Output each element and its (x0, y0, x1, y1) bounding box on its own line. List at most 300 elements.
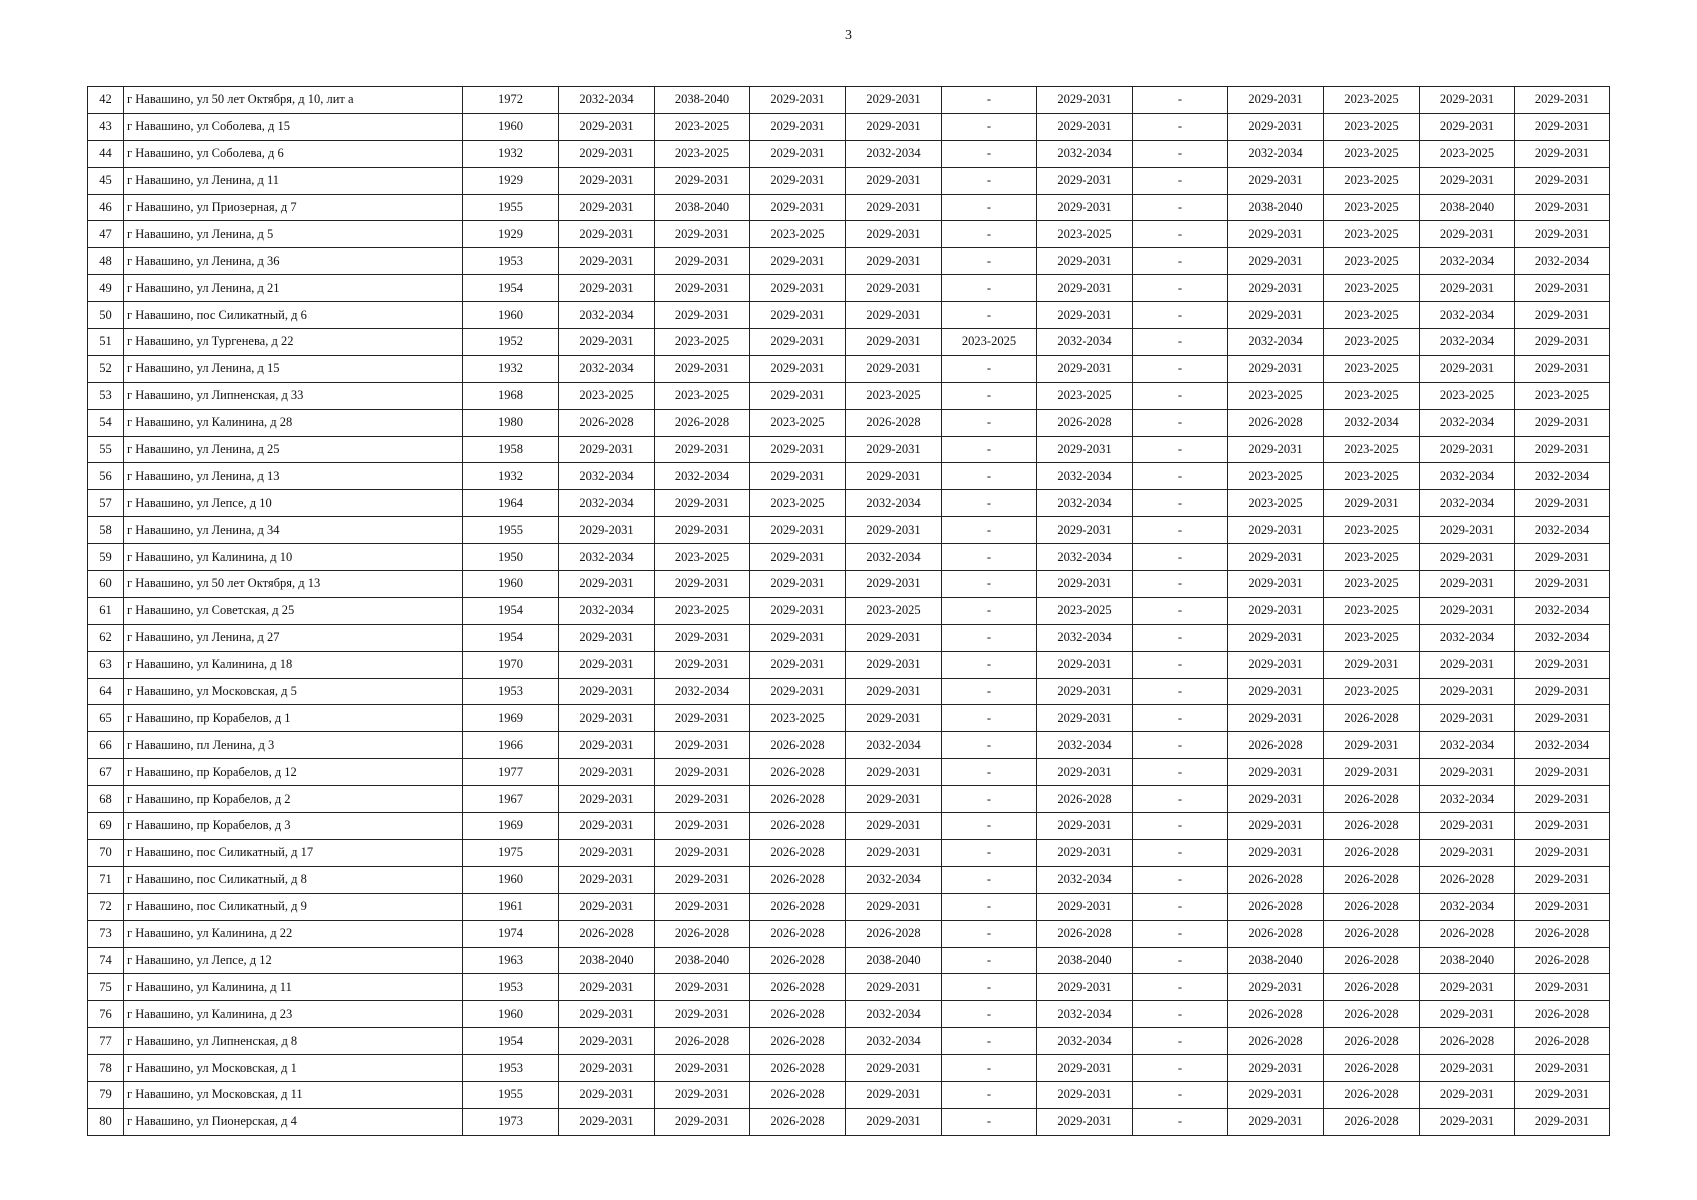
period-cell: 2029-2031 (655, 974, 750, 1001)
year-cell: 1953 (463, 974, 559, 1001)
period-cell: 2026-2028 (1324, 813, 1420, 840)
period-cell: 2023-2025 (1324, 194, 1420, 221)
period-cell: 2029-2031 (1037, 87, 1133, 114)
period-cell: - (942, 1028, 1037, 1055)
period-cell: - (1133, 275, 1228, 302)
period-cell: 2029-2031 (1420, 436, 1515, 463)
period-cell: 2029-2031 (559, 866, 655, 893)
table-row (88, 705, 1610, 732)
row-number-cell: 61 (88, 597, 124, 624)
period-cell: 2029-2031 (1037, 275, 1133, 302)
period-cell: 2029-2031 (1420, 974, 1515, 1001)
period-cell: 2029-2031 (750, 463, 846, 490)
period-cell: 2029-2031 (655, 651, 750, 678)
period-cell: 2032-2034 (1037, 463, 1133, 490)
period-cell: - (1133, 490, 1228, 517)
period-cell: - (1133, 651, 1228, 678)
period-cell: 2023-2025 (1324, 167, 1420, 194)
period-cell: 2032-2034 (1515, 248, 1610, 275)
period-cell: 2029-2031 (1515, 1108, 1610, 1135)
row-number-cell: 53 (88, 382, 124, 409)
row-number-cell: 49 (88, 275, 124, 302)
table-row (88, 866, 1610, 893)
year-cell: 1953 (463, 248, 559, 275)
period-cell: 2032-2034 (1037, 732, 1133, 759)
period-cell: 2032-2034 (1420, 329, 1515, 356)
period-cell: 2029-2031 (1228, 678, 1324, 705)
period-cell: 2026-2028 (559, 409, 655, 436)
period-cell: - (942, 87, 1037, 114)
period-cell: - (942, 759, 1037, 786)
period-cell: 2029-2031 (846, 651, 942, 678)
row-number-cell: 74 (88, 947, 124, 974)
year-cell: 1932 (463, 463, 559, 490)
period-cell: 2029-2031 (559, 839, 655, 866)
period-cell: 2029-2031 (1420, 113, 1515, 140)
address-cell: г Навашино, ул Московская, д 1 (124, 1055, 463, 1082)
period-cell: 2029-2031 (559, 974, 655, 1001)
year-cell: 1960 (463, 1001, 559, 1028)
period-cell: 2029-2031 (1228, 571, 1324, 598)
table-row (88, 839, 1610, 866)
address-cell: г Навашино, ул Липненская, д 8 (124, 1028, 463, 1055)
period-cell: 2029-2031 (846, 355, 942, 382)
period-cell: 2023-2025 (559, 382, 655, 409)
period-cell: 2029-2031 (1228, 355, 1324, 382)
year-cell: 1974 (463, 920, 559, 947)
period-cell: 2029-2031 (1515, 651, 1610, 678)
period-cell: - (942, 893, 1037, 920)
period-cell: - (1133, 329, 1228, 356)
row-number-cell: 50 (88, 302, 124, 329)
period-cell: 2038-2040 (1228, 947, 1324, 974)
period-cell: - (1133, 678, 1228, 705)
period-cell: 2029-2031 (1420, 571, 1515, 598)
period-cell: 2023-2025 (1037, 221, 1133, 248)
period-cell: - (942, 920, 1037, 947)
period-cell: 2029-2031 (1515, 355, 1610, 382)
address-cell: г Навашино, пр Корабелов, д 2 (124, 786, 463, 813)
period-cell: - (1133, 947, 1228, 974)
period-cell: 2023-2025 (1324, 597, 1420, 624)
period-cell: 2026-2028 (559, 920, 655, 947)
period-cell: 2029-2031 (846, 893, 942, 920)
period-cell: 2032-2034 (1420, 624, 1515, 651)
period-cell: - (942, 517, 1037, 544)
period-cell: 2029-2031 (559, 678, 655, 705)
period-cell: 2029-2031 (846, 1081, 942, 1108)
year-cell: 1960 (463, 113, 559, 140)
table-row (88, 194, 1610, 221)
period-cell: 2029-2031 (1420, 705, 1515, 732)
table-row (88, 1108, 1610, 1135)
period-cell: 2029-2031 (846, 463, 942, 490)
period-cell: 2026-2028 (846, 409, 942, 436)
period-cell: - (942, 1108, 1037, 1135)
period-cell: 2023-2025 (1228, 382, 1324, 409)
table-row (88, 167, 1610, 194)
period-cell: 2032-2034 (1420, 463, 1515, 490)
period-cell: 2032-2034 (559, 87, 655, 114)
period-cell: 2023-2025 (1324, 544, 1420, 571)
period-cell: 2026-2028 (1228, 866, 1324, 893)
period-cell: 2029-2031 (1324, 651, 1420, 678)
period-cell: 2029-2031 (1037, 839, 1133, 866)
table-row (88, 275, 1610, 302)
period-cell: 2029-2031 (750, 167, 846, 194)
repair-schedule-table (87, 86, 1610, 1136)
period-cell: - (1133, 1108, 1228, 1135)
period-cell: 2029-2031 (750, 436, 846, 463)
period-cell: 2026-2028 (655, 1028, 750, 1055)
table-row (88, 140, 1610, 167)
period-cell: 2026-2028 (750, 866, 846, 893)
period-cell: 2029-2031 (1515, 813, 1610, 840)
row-number-cell: 72 (88, 893, 124, 920)
period-cell: 2023-2025 (1324, 275, 1420, 302)
period-cell: 2029-2031 (846, 329, 942, 356)
period-cell: - (942, 409, 1037, 436)
period-cell: - (1133, 1001, 1228, 1028)
period-cell: 2032-2034 (559, 597, 655, 624)
period-cell: 2023-2025 (750, 705, 846, 732)
period-cell: 2029-2031 (655, 786, 750, 813)
year-cell: 1960 (463, 571, 559, 598)
year-cell: 1961 (463, 893, 559, 920)
table-row (88, 490, 1610, 517)
period-cell: 2026-2028 (1228, 1001, 1324, 1028)
period-cell: 2029-2031 (1324, 732, 1420, 759)
year-cell: 1968 (463, 382, 559, 409)
period-cell: - (942, 221, 1037, 248)
period-cell: 2029-2031 (750, 87, 846, 114)
table-row (88, 759, 1610, 786)
period-cell: 2026-2028 (750, 1055, 846, 1082)
period-cell: 2032-2034 (1515, 463, 1610, 490)
period-cell: 2029-2031 (846, 302, 942, 329)
period-cell: 2029-2031 (655, 624, 750, 651)
period-cell: - (1133, 1028, 1228, 1055)
period-cell: 2029-2031 (1515, 678, 1610, 705)
period-cell: 2029-2031 (1228, 167, 1324, 194)
row-number-cell: 64 (88, 678, 124, 705)
period-cell: 2026-2028 (1324, 866, 1420, 893)
row-number-cell: 60 (88, 571, 124, 598)
period-cell: 2026-2028 (1037, 920, 1133, 947)
period-cell: 2029-2031 (1420, 839, 1515, 866)
year-cell: 1977 (463, 759, 559, 786)
table-row (88, 786, 1610, 813)
period-cell: 2029-2031 (559, 436, 655, 463)
period-cell: 2029-2031 (1037, 1055, 1133, 1082)
year-cell: 1932 (463, 140, 559, 167)
period-cell: - (1133, 920, 1228, 947)
period-cell: 2023-2025 (1324, 624, 1420, 651)
period-cell: 2029-2031 (1228, 1081, 1324, 1108)
table-row (88, 248, 1610, 275)
period-cell: 2029-2031 (750, 624, 846, 651)
period-cell: 2026-2028 (1420, 1028, 1515, 1055)
period-cell: - (942, 571, 1037, 598)
table-row (88, 732, 1610, 759)
year-cell: 1963 (463, 947, 559, 974)
table-row (88, 302, 1610, 329)
period-cell: 2032-2034 (1037, 544, 1133, 571)
period-cell: 2023-2025 (655, 597, 750, 624)
period-cell: 2023-2025 (1324, 87, 1420, 114)
period-cell: 2032-2034 (1037, 1001, 1133, 1028)
year-cell: 1955 (463, 1081, 559, 1108)
period-cell: 2029-2031 (1515, 1055, 1610, 1082)
period-cell: 2029-2031 (846, 87, 942, 114)
period-cell: 2029-2031 (1515, 786, 1610, 813)
row-number-cell: 65 (88, 705, 124, 732)
year-cell: 1980 (463, 409, 559, 436)
period-cell: 2032-2034 (1228, 140, 1324, 167)
address-cell: г Навашино, пос Силикатный, д 9 (124, 893, 463, 920)
period-cell: 2029-2031 (559, 517, 655, 544)
row-number-cell: 42 (88, 87, 124, 114)
period-cell: - (942, 355, 1037, 382)
table-row (88, 947, 1610, 974)
period-cell: 2026-2028 (655, 920, 750, 947)
year-cell: 1932 (463, 355, 559, 382)
period-cell: 2029-2031 (846, 248, 942, 275)
period-cell: 2026-2028 (750, 974, 846, 1001)
period-cell: - (1133, 813, 1228, 840)
period-cell: 2026-2028 (655, 409, 750, 436)
period-cell: 2029-2031 (559, 571, 655, 598)
period-cell: 2029-2031 (846, 221, 942, 248)
period-cell: 2029-2031 (1324, 759, 1420, 786)
period-cell: 2029-2031 (1420, 355, 1515, 382)
period-cell: 2029-2031 (1037, 248, 1133, 275)
address-cell: г Навашино, ул Соболева, д 6 (124, 140, 463, 167)
period-cell: - (1133, 705, 1228, 732)
period-cell: 2029-2031 (1420, 759, 1515, 786)
period-cell: 2032-2034 (559, 463, 655, 490)
period-cell: - (942, 839, 1037, 866)
period-cell: 2029-2031 (1228, 759, 1324, 786)
table-row (88, 329, 1610, 356)
period-cell: 2026-2028 (750, 1108, 846, 1135)
year-cell: 1967 (463, 786, 559, 813)
period-cell: 2023-2025 (750, 221, 846, 248)
period-cell: 2029-2031 (1228, 1108, 1324, 1135)
period-cell: 2029-2031 (1037, 893, 1133, 920)
table-row (88, 597, 1610, 624)
period-cell: 2029-2031 (1037, 355, 1133, 382)
row-number-cell: 71 (88, 866, 124, 893)
period-cell: 2026-2028 (750, 920, 846, 947)
period-cell: 2029-2031 (750, 544, 846, 571)
period-cell: 2029-2031 (655, 571, 750, 598)
period-cell: 2029-2031 (1228, 544, 1324, 571)
period-cell: 2032-2034 (559, 490, 655, 517)
row-number-cell: 73 (88, 920, 124, 947)
period-cell: 2029-2031 (559, 329, 655, 356)
period-cell: - (1133, 113, 1228, 140)
period-cell: - (942, 113, 1037, 140)
row-number-cell: 70 (88, 839, 124, 866)
period-cell: 2032-2034 (846, 732, 942, 759)
row-number-cell: 45 (88, 167, 124, 194)
period-cell: - (942, 544, 1037, 571)
period-cell: 2038-2040 (655, 194, 750, 221)
period-cell: 2029-2031 (559, 813, 655, 840)
year-cell: 1964 (463, 490, 559, 517)
period-cell: 2029-2031 (846, 839, 942, 866)
period-cell: 2023-2025 (655, 140, 750, 167)
period-cell: 2029-2031 (1228, 624, 1324, 651)
period-cell: - (942, 678, 1037, 705)
period-cell: - (942, 624, 1037, 651)
period-cell: 2029-2031 (1515, 275, 1610, 302)
period-cell: 2029-2031 (559, 194, 655, 221)
year-cell: 1960 (463, 302, 559, 329)
period-cell: 2029-2031 (1228, 813, 1324, 840)
period-cell: 2029-2031 (1515, 490, 1610, 517)
year-cell: 1953 (463, 1055, 559, 1082)
period-cell: 2038-2040 (1037, 947, 1133, 974)
period-cell: - (942, 167, 1037, 194)
period-cell: 2026-2028 (750, 893, 846, 920)
year-cell: 1966 (463, 732, 559, 759)
period-cell: 2023-2025 (655, 544, 750, 571)
period-cell: 2038-2040 (655, 947, 750, 974)
period-cell: 2029-2031 (559, 140, 655, 167)
period-cell: 2029-2031 (1420, 167, 1515, 194)
period-cell: - (1133, 597, 1228, 624)
period-cell: 2029-2031 (655, 167, 750, 194)
period-cell: 2029-2031 (559, 759, 655, 786)
period-cell: 2029-2031 (1420, 651, 1515, 678)
period-cell: 2029-2031 (1420, 678, 1515, 705)
year-cell: 1955 (463, 517, 559, 544)
period-cell: 2032-2034 (846, 866, 942, 893)
period-cell: 2026-2028 (750, 759, 846, 786)
year-cell: 1973 (463, 1108, 559, 1135)
period-cell: 2023-2025 (1228, 463, 1324, 490)
period-cell: 2029-2031 (846, 786, 942, 813)
year-cell: 1955 (463, 194, 559, 221)
period-cell: 2029-2031 (1515, 893, 1610, 920)
row-number-cell: 69 (88, 813, 124, 840)
period-cell: 2026-2028 (1515, 1028, 1610, 1055)
period-cell: 2023-2025 (1324, 517, 1420, 544)
table-row (88, 355, 1610, 382)
period-cell: 2029-2031 (655, 1055, 750, 1082)
period-cell: 2029-2031 (655, 866, 750, 893)
period-cell: 2029-2031 (655, 1001, 750, 1028)
period-cell: 2029-2031 (1515, 140, 1610, 167)
row-number-cell: 58 (88, 517, 124, 544)
period-cell: - (1133, 355, 1228, 382)
period-cell: 2029-2031 (846, 113, 942, 140)
year-cell: 1929 (463, 221, 559, 248)
period-cell: - (942, 302, 1037, 329)
period-cell: 2023-2025 (1324, 463, 1420, 490)
period-cell: 2026-2028 (1228, 893, 1324, 920)
period-cell: - (1133, 436, 1228, 463)
period-cell: - (942, 813, 1037, 840)
table-row (88, 624, 1610, 651)
period-cell: - (1133, 974, 1228, 1001)
address-cell: г Навашино, ул Ленина, д 34 (124, 517, 463, 544)
period-cell: 2038-2040 (1420, 947, 1515, 974)
period-cell: 2029-2031 (559, 1055, 655, 1082)
period-cell: 2026-2028 (1324, 1055, 1420, 1082)
address-cell: г Навашино, ул Калинина, д 23 (124, 1001, 463, 1028)
period-cell: 2023-2025 (1420, 382, 1515, 409)
period-cell: 2029-2031 (1037, 302, 1133, 329)
period-cell: 2029-2031 (655, 275, 750, 302)
period-cell: 2029-2031 (655, 436, 750, 463)
period-cell: 2029-2031 (1037, 705, 1133, 732)
row-number-cell: 78 (88, 1055, 124, 1082)
period-cell: 2026-2028 (750, 1081, 846, 1108)
year-cell: 1954 (463, 597, 559, 624)
table-row (88, 974, 1610, 1001)
period-cell: 2029-2031 (559, 275, 655, 302)
period-cell: - (1133, 786, 1228, 813)
address-cell: г Навашино, ул 50 лет Октября, д 13 (124, 571, 463, 598)
period-cell: 2032-2034 (1037, 329, 1133, 356)
period-cell: 2029-2031 (559, 221, 655, 248)
period-cell: 2032-2034 (846, 1028, 942, 1055)
address-cell: г Навашино, ул 50 лет Октября, д 10, лит а (124, 87, 463, 114)
period-cell: 2026-2028 (750, 947, 846, 974)
year-cell: 1960 (463, 866, 559, 893)
period-cell: 2029-2031 (1037, 113, 1133, 140)
table-row (88, 893, 1610, 920)
row-number-cell: 80 (88, 1108, 124, 1135)
period-cell: 2029-2031 (750, 194, 846, 221)
period-cell: 2029-2031 (1228, 597, 1324, 624)
period-cell: 2029-2031 (1228, 1055, 1324, 1082)
period-cell: 2029-2031 (559, 1081, 655, 1108)
period-cell: 2026-2028 (750, 839, 846, 866)
period-cell: 2029-2031 (655, 490, 750, 517)
period-cell: 2023-2025 (1324, 113, 1420, 140)
row-number-cell: 52 (88, 355, 124, 382)
period-cell: 2032-2034 (559, 355, 655, 382)
period-cell: 2029-2031 (1037, 167, 1133, 194)
period-cell: 2029-2031 (750, 248, 846, 275)
address-cell: г Навашино, ул Московская, д 11 (124, 1081, 463, 1108)
year-cell: 1958 (463, 436, 559, 463)
period-cell: 2029-2031 (655, 705, 750, 732)
period-cell: 2029-2031 (1515, 839, 1610, 866)
period-cell: - (1133, 1081, 1228, 1108)
period-cell: 2029-2031 (1228, 87, 1324, 114)
period-cell: - (1133, 167, 1228, 194)
period-cell: 2023-2025 (750, 409, 846, 436)
period-cell: 2029-2031 (1515, 866, 1610, 893)
period-cell: 2032-2034 (1515, 624, 1610, 651)
year-cell: 1970 (463, 651, 559, 678)
period-cell: - (1133, 624, 1228, 651)
period-cell: 2023-2025 (1037, 382, 1133, 409)
period-cell: 2026-2028 (1324, 839, 1420, 866)
address-cell: г Навашино, ул Ленина, д 27 (124, 624, 463, 651)
period-cell: 2029-2031 (559, 1028, 655, 1055)
period-cell: 2038-2040 (846, 947, 942, 974)
period-cell: 2029-2031 (1420, 221, 1515, 248)
period-cell: 2029-2031 (1420, 1081, 1515, 1108)
table-row (88, 678, 1610, 705)
address-cell: г Навашино, ул Ленина, д 21 (124, 275, 463, 302)
